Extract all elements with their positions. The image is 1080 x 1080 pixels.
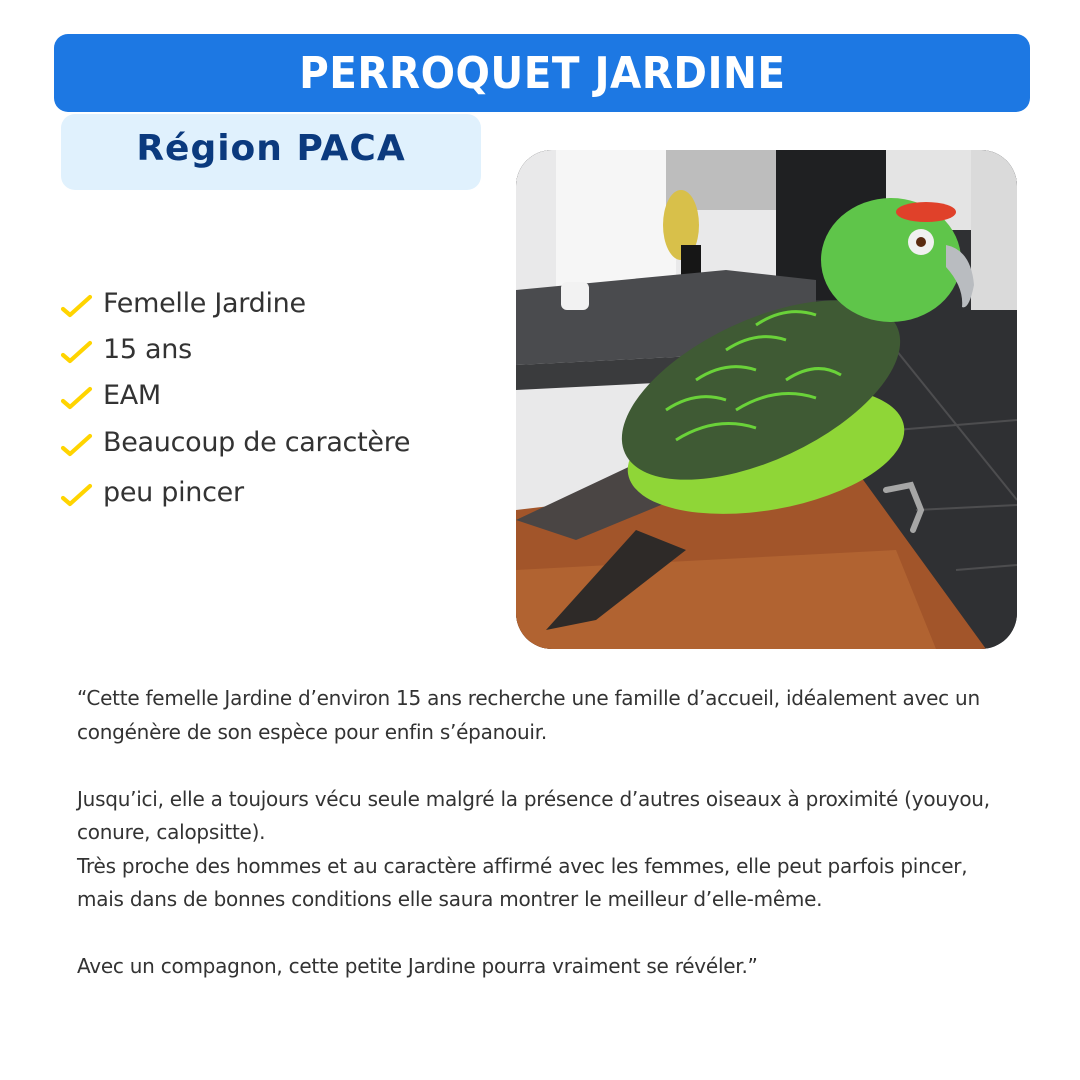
feature-label: peu pincer (103, 476, 244, 508)
page-title: PERROQUET JARDINE (298, 47, 786, 99)
feature-item (60, 469, 410, 515)
check-icon (60, 294, 94, 318)
title-banner (54, 34, 1030, 112)
region-badge (61, 114, 481, 190)
feature-item (60, 372, 410, 418)
parrot-illustration (516, 150, 1017, 649)
description-paragraph: Très proche des hommes et au caractère affirmé avec les femmes, elle peut parfois pincer, mais dans de bonnes conditions elle saura montrer le meilleur d’elle-même. (77, 853, 968, 911)
feature-item (60, 326, 410, 372)
check-icon (60, 483, 94, 507)
description-paragraph: Jusqu’ici, elle a toujours vécu seule malgré la présence d’autres oiseaux à proximité (youyou, conure, calopsitte). (77, 786, 990, 844)
description-paragraph: “Cette femelle Jardine d’environ 15 ans recherche une famille d’accueil, idéalement avec un congénère de son espèce pour enfin s’épanouir. (77, 686, 980, 744)
feature-item (60, 280, 410, 326)
check-icon (60, 433, 94, 457)
description-paragraph: Avec un compagnon, cette petite Jardine pourra vraiment se révéler.” (77, 954, 758, 978)
parrot-photo (516, 150, 1017, 649)
paragraph-spacer (77, 917, 1007, 951)
feature-label: EAM (103, 379, 161, 411)
check-icon (60, 340, 94, 364)
feature-list (60, 280, 410, 515)
feature-item (60, 418, 410, 466)
paragraph-spacer (77, 749, 1007, 783)
region-label: Région PACA (136, 127, 406, 169)
feature-label: Femelle Jardine (103, 287, 306, 319)
check-icon (60, 386, 94, 410)
feature-label: Beaucoup de caractère (103, 426, 411, 458)
feature-label: 15 ans (103, 333, 192, 365)
description (77, 682, 1007, 984)
